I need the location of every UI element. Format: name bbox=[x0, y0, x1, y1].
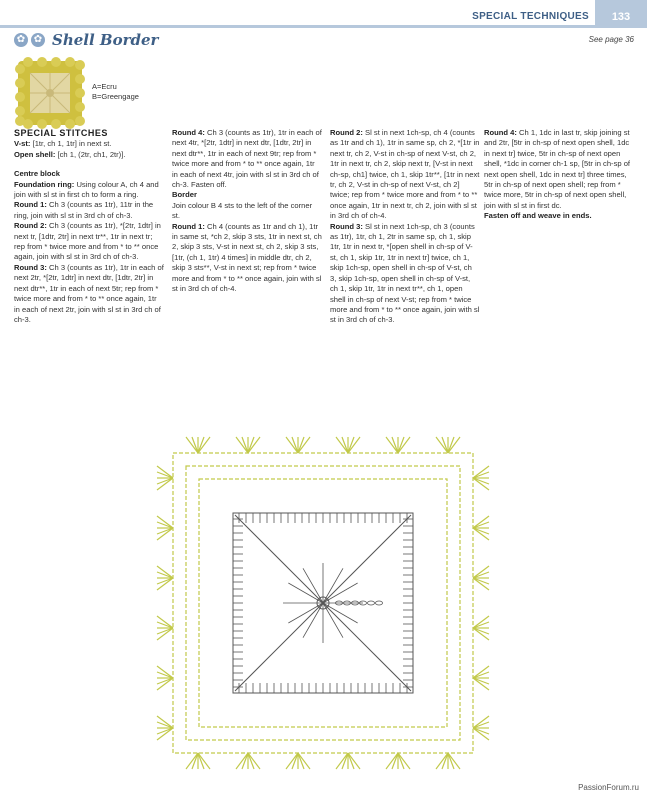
column-3 bbox=[330, 128, 480, 326]
flower-icon: ✿ bbox=[31, 33, 45, 47]
border-heading: Border bbox=[172, 190, 197, 200]
centre-round-1: Round 1: Ch 3 (counts as 1tr), 11tr in the ring, join with sl st in 3rd ch of ch-3. bbox=[14, 200, 154, 220]
finishing-note: Fasten off and weave in ends. bbox=[484, 211, 592, 221]
crochet-swatch-icon bbox=[14, 57, 86, 129]
crochet-chart-icon bbox=[0, 425, 647, 780]
border-round-1: Round 1: Ch 4 (counts as 1tr and ch 1), 1tr in same st, *ch 2, skip 3 sts, 1tr in next st, ch 2, skip 3 sts, V-st in next st, ch 2, skip 3 sts, [1tr, (ch 1, 1tr) 4 times] in middle dtr, ch 2, skip 3 sts**, V-st in next st; rep from * twice more and from * to ** once again, join with sl st in 3rd ch of ch-4. bbox=[172, 221, 322, 294]
legend-item: A=Ecru bbox=[92, 82, 117, 91]
border-round-2: Round 2: Sl st in next 1ch-sp, ch 4 (counts as 1tr and ch 1), 1tr in same sp, ch 2, *[1tr in next tr, ch 2, V-st in ch-sp of next V-st, ch 2, 1tr in next tr, ch 2, skip next tr, [V-st in next ch-sp, ch1] twice, ch 1, skip 1tr**, [1tr in next tr, ch 2, V-st in ch-sp of next V-st, ch 2] twice; rep from * twice more and from * to ** once again, 1tr in next tr, ch 2, join with sl st in 3rd ch of ch-4. bbox=[330, 128, 480, 221]
border-round-4: Round 4: Ch 1, 1dc in last tr, skip joining st and 2tr, [5tr in ch-sp of next open shell, 1dc in next tr] twice, 5tr in ch-sp of next open shell, *1dc in corner ch-1 sp, [5tr in ch-sp of next open shell, 1dc in next tr] three times, 5tr in ch-sp of next open shell; rep from * twice more, 5tr in ch-sp of next open shell, join with sl st in first dc. bbox=[484, 128, 631, 210]
foundation-ring: Foundation ring: Using colour A, ch 4 and join with sl st in first ch to form a ring. bbox=[14, 179, 159, 200]
centre-round-2: Round 2: Ch 3 (counts as 1tr), *[2tr, 1dtr] in next tr, [1dtr, 2tr] in next tr**, 1tr in next tr; rep from * twice more and from * to ** once again, join with sl st in 3rd ch of ch-3. bbox=[14, 221, 161, 262]
vst-definition: V-st: [1tr, ch 1, 1tr] in next st. bbox=[14, 139, 112, 149]
colour-legend bbox=[92, 82, 139, 102]
instructions bbox=[14, 128, 636, 338]
pattern-title: Shell Border bbox=[52, 31, 159, 49]
centre-block-heading: Centre block bbox=[14, 169, 60, 179]
special-stitches-heading: SPECIAL STITCHES bbox=[14, 128, 108, 138]
centre-round-3: Round 3: Ch 3 (counts as 1tr), 1tr in each of next 2tr, *[2tr, 1dtr] in next dtr, [1dtr, 2tr] in next dtr**, 1tr in each of next 5tr; rep from * twice more and from * to ** once again, 1tr in each of next 2tr, join with sl st in 3rd ch of ch-3. bbox=[14, 262, 164, 324]
centre-round-4: Round 4: Ch 3 (counts as 1tr), 1tr in each of next 4tr, *[2tr, 1dtr] in next dtr, [1dtr, 2tr] in next dtr**, 1tr in each of next 9tr; rep from * twice more and from * to ** once again, 1tr in each of next 4tr, join with sl st in 3rd ch of ch-3. Fasten off. bbox=[172, 128, 322, 190]
column-4 bbox=[484, 128, 634, 222]
see-page-reference: See page 36 bbox=[588, 35, 634, 44]
pattern-title-row bbox=[14, 32, 634, 50]
page-number: 133 bbox=[595, 0, 647, 28]
border-intro: Join colour B 4 sts to the left of the corner st. bbox=[172, 200, 313, 221]
watermark: PassionForum.ru bbox=[578, 783, 639, 792]
legend-item: B=Greengage bbox=[92, 92, 139, 101]
crochet-chart-diagram bbox=[0, 425, 647, 780]
column-2 bbox=[172, 128, 322, 295]
header-rule bbox=[0, 25, 647, 28]
page-header bbox=[0, 0, 647, 25]
swatch-image bbox=[14, 57, 86, 129]
section-title: SPECIAL TECHNIQUES bbox=[472, 11, 589, 22]
column-1 bbox=[14, 128, 164, 325]
flower-icon: ✿ bbox=[14, 33, 28, 47]
open-shell-definition: Open shell: [ch 1, (2tr, ch1, 2tr)]. bbox=[14, 149, 126, 159]
border-round-3: Round 3: Sl st in next 1ch-sp, ch 3 (counts as 1tr), 1tr, ch 1, 2tr in same sp, ch 1, skip 1tr, 1tr in next tr, *[open shell in ch-sp of V-st, ch 1, skip 1tr, 1tr in next tr] twice, ch 1, skip 1ch-sp, open shell in ch-sp of V-st, ch 3, skip 1ch-sp, open shell in ch-sp of V-st, ch 1, skip 1tr, 1tr in next tr**, ch 1, open shell in ch-sp of next V-st; rep from * twice more and from * to ** once again, join with sl st in 3rd ch of ch-3. bbox=[330, 221, 480, 325]
